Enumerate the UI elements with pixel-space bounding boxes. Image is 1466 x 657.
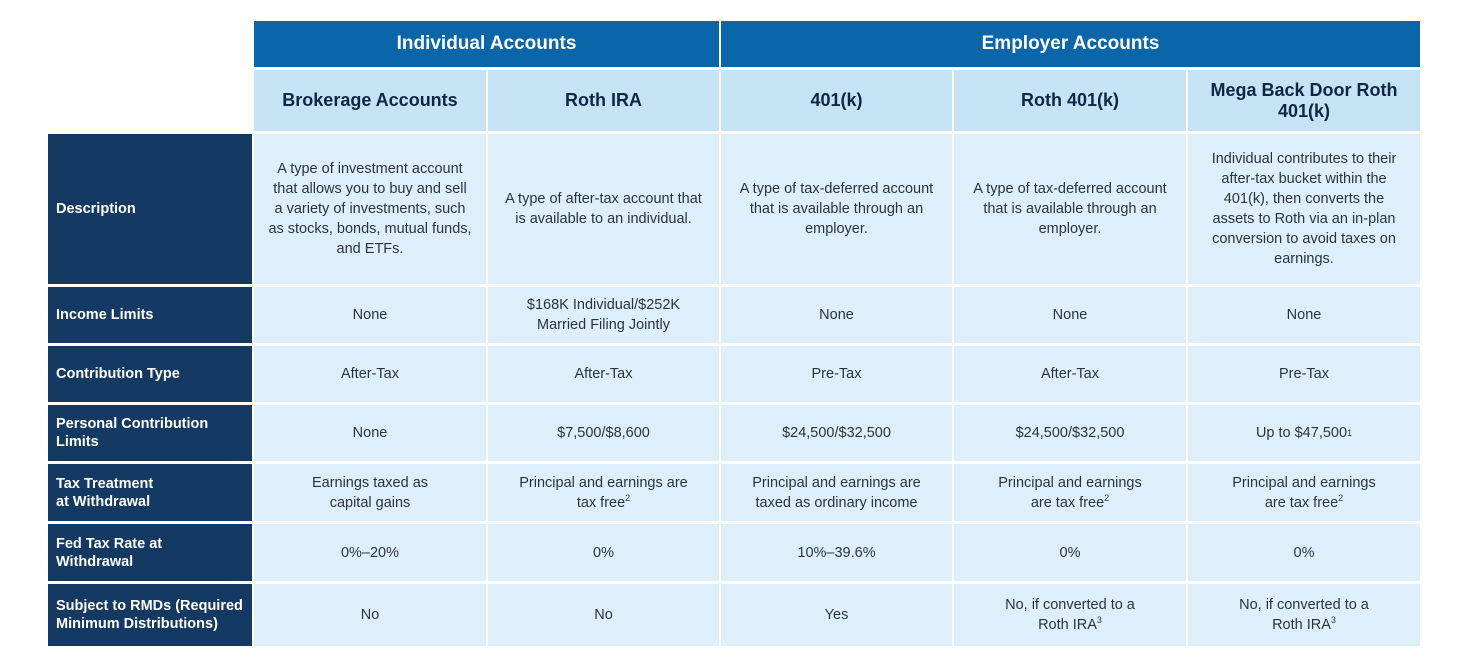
cell-text: No, if converted to a Roth IRA$^3$ xyxy=(1005,597,1135,633)
row-header-tax-treatment: Tax Treatment at Withdrawal xyxy=(48,464,252,521)
table-cell: 0% xyxy=(954,524,1186,581)
table-cell: After-Tax xyxy=(954,346,1186,402)
table-cell: Pre-Tax xyxy=(1188,346,1420,402)
table-cell: None xyxy=(254,405,486,461)
table-cell: None xyxy=(1188,287,1420,343)
column-header-brokerage: Brokerage Accounts xyxy=(254,70,486,131)
table-cell: $24,500/$32,500 xyxy=(721,405,952,461)
table-cell: After-Tax xyxy=(254,346,486,402)
table-cell: 0%–20% xyxy=(254,524,486,581)
table-cell: $24,500/$32,500 xyxy=(954,405,1186,461)
table-cell xyxy=(954,584,1186,646)
column-header-roth-ira: Roth IRA xyxy=(488,70,719,131)
column-header-401k: 401(k) xyxy=(721,70,952,131)
table-cell xyxy=(1188,584,1420,646)
table-cell: Individual contributes to their after-tax bucket within the 401(k), then converts the assets to Roth via an in-plan conversion to avoid taxes on earnings. xyxy=(1188,134,1420,284)
table-cell xyxy=(954,464,1186,521)
footnote-marker: 3 xyxy=(1096,615,1102,626)
table-cell: Pre-Tax xyxy=(721,346,952,402)
table-cell: $7,500/$8,600 xyxy=(488,405,719,461)
table-cell: A type of investment account that allows you to buy and sell a variety of investments, such as stocks, bonds, mutual funds, and ETFs. xyxy=(254,134,486,284)
group-header-individual: Individual Accounts xyxy=(254,21,719,67)
table-cell: No xyxy=(488,584,719,646)
table-cell: A type of tax-deferred account that is available through an employer. xyxy=(721,134,952,284)
table-cell xyxy=(488,464,719,521)
table-cell: None xyxy=(254,287,486,343)
table-cell: None xyxy=(954,287,1186,343)
table-cell: None xyxy=(721,287,952,343)
table-cell: $168K Individual/$252K Married Filing Jointly xyxy=(488,287,719,343)
table-cell: Earnings taxed as capital gains xyxy=(254,464,486,521)
table-cell: After-Tax xyxy=(488,346,719,402)
row-header-contribution-type: Contribution Type xyxy=(48,346,252,402)
cell-text: Principal and earnings are tax free$^2$ xyxy=(1232,474,1376,511)
footnote-marker: 2 xyxy=(1338,492,1344,503)
table-cell: Yes xyxy=(721,584,952,646)
cell-text: Principal and earnings are tax free$^2$ xyxy=(998,474,1142,511)
table-cell xyxy=(1188,464,1420,521)
table-cell: A type of tax-deferred account that is available through an employer. xyxy=(954,134,1186,284)
table-cell: 0% xyxy=(488,524,719,581)
table-cell: Principal and earnings are taxed as ordinary income xyxy=(721,464,952,521)
table-cell: 10%–39.6% xyxy=(721,524,952,581)
row-header-income-limits: Income Limits xyxy=(48,287,252,343)
cell-text: No, if converted to a Roth IRA$^3$ xyxy=(1239,597,1369,633)
table-cell: A type of after-tax account that is available to an individual. xyxy=(488,134,719,284)
row-header-personal-contribution-limits: Personal Contribution Limits xyxy=(48,405,252,461)
row-header-fed-tax-rate: Fed Tax Rate at Withdrawal xyxy=(48,524,252,581)
table-cell: Up to $47,500 1 xyxy=(1188,405,1420,461)
footnote-marker: 3 xyxy=(1330,615,1336,626)
row-header-description: Description xyxy=(48,134,252,284)
group-header-employer: Employer Accounts xyxy=(721,21,1420,67)
table-cell: 0% xyxy=(1188,524,1420,581)
cell-text: Principal and earnings are tax free$^2$ xyxy=(519,474,688,511)
column-header-roth-401k: Roth 401(k) xyxy=(954,70,1186,131)
row-header-subject-to-rmds: Subject to RMDs (Required Minimum Distributions) xyxy=(48,584,252,646)
column-header-mega-backdoor-roth: Mega Back Door Roth 401(k) xyxy=(1188,70,1420,131)
footnote-marker: 2 xyxy=(1104,492,1110,503)
footnote-marker: 2 xyxy=(625,492,631,503)
table-cell: No xyxy=(254,584,486,646)
